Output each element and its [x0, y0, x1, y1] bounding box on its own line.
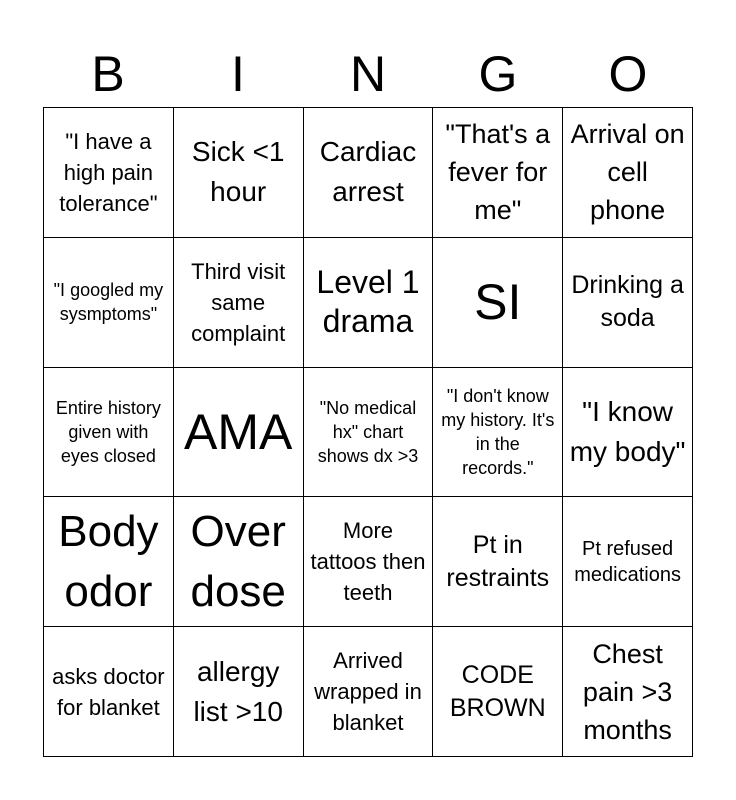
cell-text: Over dose [190, 506, 286, 616]
cell-text: Entire history given with eyes closed [55, 397, 161, 466]
bingo-cell-r1-c2[interactable] [174, 108, 304, 238]
bingo-cell-r1-c3[interactable] [304, 108, 434, 238]
cell-text: Sick <1 hour [191, 136, 285, 208]
cell-text: Body odor [58, 506, 159, 616]
bingo-cell-r2-c4[interactable] [433, 238, 563, 368]
cell-text: Arrival on cell phone [570, 119, 685, 226]
bingo-cell-r4-c3[interactable] [304, 497, 434, 627]
bingo-cell-r4-c1[interactable] [44, 497, 174, 627]
cell-text: More tattoos then teeth [310, 518, 426, 606]
cell-text: "I googled my sysmptoms" [53, 280, 164, 325]
header-letter-g: G [478, 46, 518, 102]
bingo-cell-r3-c5[interactable] [563, 368, 693, 498]
cell-text: Level 1 drama [316, 264, 420, 340]
cell-text: Arrived wrapped in blanket [314, 648, 422, 736]
bingo-cell-r2-c5[interactable] [563, 238, 693, 368]
bingo-cell-r5-c1[interactable] [44, 627, 174, 757]
bingo-cell-r1-c5[interactable] [563, 108, 693, 238]
cell-text: allergy list >10 [193, 655, 283, 727]
cell-text: "That's a fever for me" [445, 119, 551, 226]
bingo-cell-r5-c2[interactable] [174, 627, 304, 757]
cell-text: CODE BROWN [449, 660, 546, 722]
bingo-cell-r3-c3[interactable] [304, 368, 434, 498]
bingo-cell-r1-c1[interactable] [44, 108, 174, 238]
bingo-cell-r5-c5[interactable] [563, 627, 693, 757]
cell-text: Cardiac arrest [319, 136, 417, 208]
bingo-cell-r2-c3[interactable] [304, 238, 434, 368]
bingo-cell-r5-c4[interactable] [433, 627, 563, 757]
cell-text: Pt refused medications [574, 537, 681, 586]
bingo-cell-r4-c2[interactable] [174, 497, 304, 627]
header-letter-i: I [231, 46, 245, 102]
cell-text: "I don't know my history. It's in the records." [441, 385, 555, 478]
header-letter-n: N [349, 46, 387, 102]
bingo-cell-r3-c4[interactable] [433, 368, 563, 498]
cell-text: "I know my body" [569, 395, 686, 467]
bingo-cell-r3-c2[interactable] [174, 368, 304, 498]
bingo-header [43, 40, 693, 108]
bingo-cell-r2-c2[interactable] [174, 238, 304, 368]
bingo-cell-r2-c1[interactable] [44, 238, 174, 368]
cell-text: "I have a high pain tolerance" [59, 128, 158, 216]
bingo-cell-r3-c1[interactable] [44, 368, 174, 498]
cell-text: Pt in restraints [446, 530, 550, 592]
cell-text: SI [474, 274, 522, 331]
cell-text: asks doctor for blanket [52, 663, 165, 720]
cell-text: "No medical hx" chart shows dx >3 [317, 397, 419, 466]
bingo-board [43, 107, 693, 757]
header-letter-b: B [91, 46, 125, 102]
cell-text: Third visit same complaint [191, 258, 286, 346]
cell-text: AMA [184, 403, 293, 460]
bingo-cell-r4-c5[interactable] [563, 497, 693, 627]
header-letter-o: O [608, 46, 648, 102]
cell-text: Chest pain >3 months [582, 638, 673, 745]
cell-text: Drinking a soda [571, 271, 684, 333]
bingo-cell-r1-c4[interactable] [433, 108, 563, 238]
bingo-cell-r4-c4[interactable] [433, 497, 563, 627]
bingo-cell-r5-c3[interactable] [304, 627, 434, 757]
